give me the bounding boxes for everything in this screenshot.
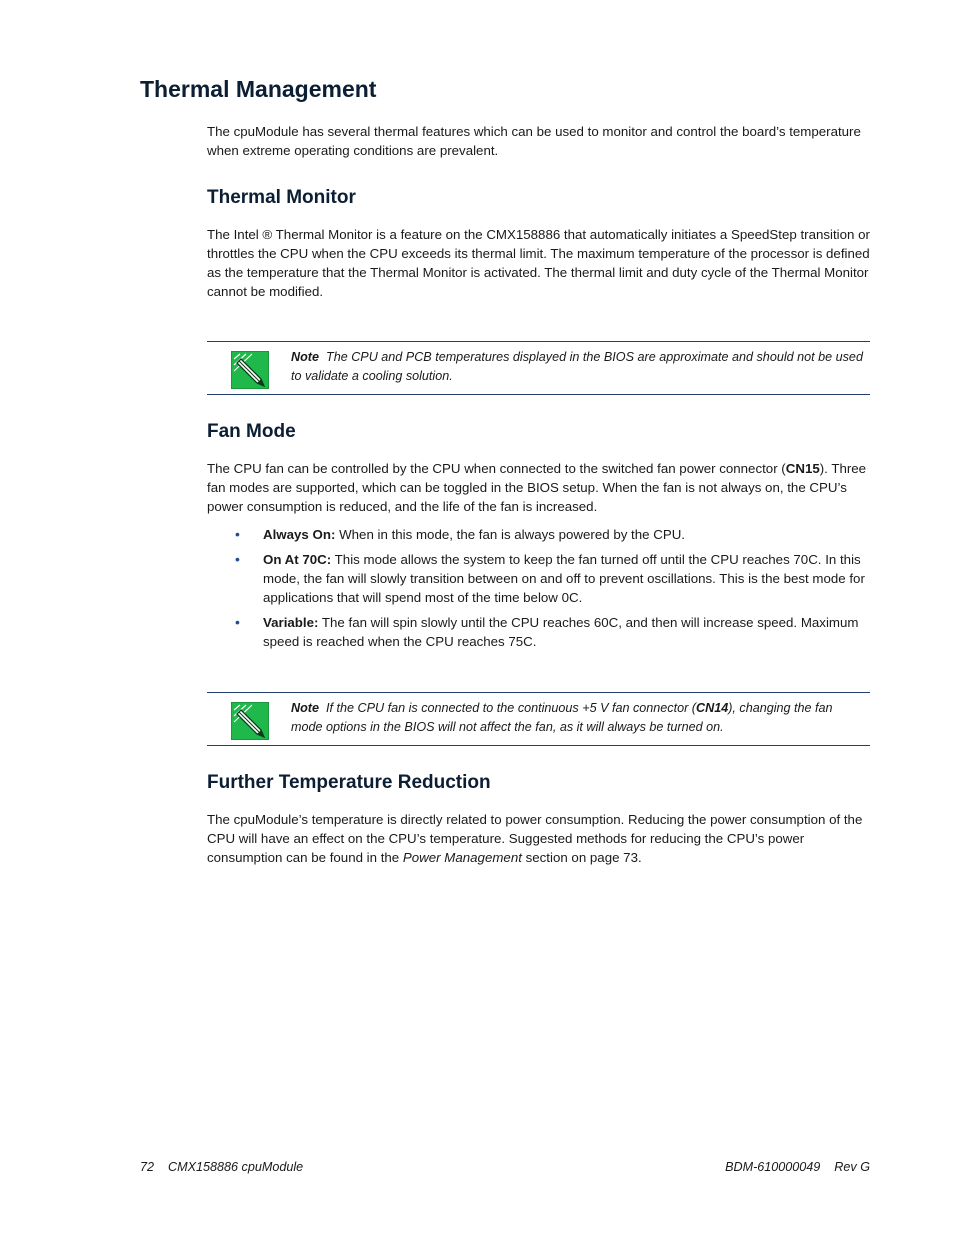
intro-paragraph: The cpuModule has several thermal features which can be used to monitor and control the board’s temperature when extreme operating conditions are prevalent. [207, 124, 861, 158]
note-text: Note If the CPU fan is connected to the continuous +5 V fan connector (CN14), changing the fan mode options in the BIOS will not affect the fan, as it will always be turned on. [291, 701, 833, 734]
footer-right [725, 1160, 870, 1174]
note-box-fan-connector [207, 692, 870, 746]
page-title: Thermal Management [140, 76, 377, 102]
pencil-note-icon [231, 702, 269, 740]
page-number: 72 [140, 1160, 155, 1174]
note-label: Note [291, 701, 319, 715]
product-name: CMX158886 cpuModule [168, 1160, 304, 1174]
footer-left [140, 1160, 303, 1174]
note-text [291, 348, 866, 386]
further-reduction-heading: Further Temperature Reduction [207, 772, 491, 793]
thermal-monitor-paragraph: The Intel ® Thermal Monitor is a feature on the CMX158886 that automatically initiates a SpeedStep transition or throttles the CPU when the CPU exceeds its thermal limit. The maximum temperature of the processor is defined as the temperature that the Thermal Monitor is activated. The thermal limit and duty cycle of the Thermal Monitor cannot be modified. [207, 227, 870, 299]
fan-mode-paragraph: The CPU fan can be controlled by the CPU when connected to the switched fan power connector (CN15). Three fan modes are supported, which can be toggled in the BIOS setup. When the fan is not always on, the CPU’s power consumption is reduced, and the life of the fan is increased. [207, 461, 867, 514]
further-reduction-paragraph: The cpuModule’s temperature is directly related to power consumption. Reducing the power consumption of the CPU will have an effect on the CPU’s temperature. Suggested methods for reducing the CPU’s power consumption can be found in the Power Management section on page 73. [207, 812, 863, 865]
list-item: • Always On: When in this mode, the fan is always powered by the CPU. [235, 526, 686, 542]
note-box-bios-temperature [207, 341, 870, 395]
connector-cn15: CN15 [785, 461, 820, 476]
fan-mode-list [207, 525, 871, 657]
document-id: BDM-610000049 [725, 1160, 821, 1174]
power-management-reference[interactable]: Power Management [402, 850, 522, 865]
thermal-monitor-heading: Thermal Monitor [207, 187, 356, 208]
connector-cn14: CN14 [696, 701, 729, 715]
revision: Rev G [834, 1160, 870, 1174]
bullet-dot-icon: • [235, 551, 240, 567]
pencil-note-icon [231, 351, 269, 389]
note-label: Note [291, 350, 319, 364]
list-item: • On At 70C: This mode allows the system to keep the fan turned off until the CPU reaches 70C. In this mode, the fan will slowly transition between on and off to prevent oscillations. This is the best mode for applications that will spend most of the time below 0C. [235, 551, 865, 605]
note-body: The CPU and PCB temperatures displayed in the BIOS are approximate and should not be used to validate a cooling solution. [291, 350, 863, 383]
list-item: • Variable: The fan will spin slowly until the CPU reaches 60C, and then will increase speed. Maximum speed is reached when the CPU reaches 75C. [235, 614, 859, 649]
fan-mode-heading: Fan Mode [207, 421, 296, 442]
bullet-dot-icon: • [235, 526, 240, 542]
bullet-dot-icon: • [235, 614, 240, 630]
